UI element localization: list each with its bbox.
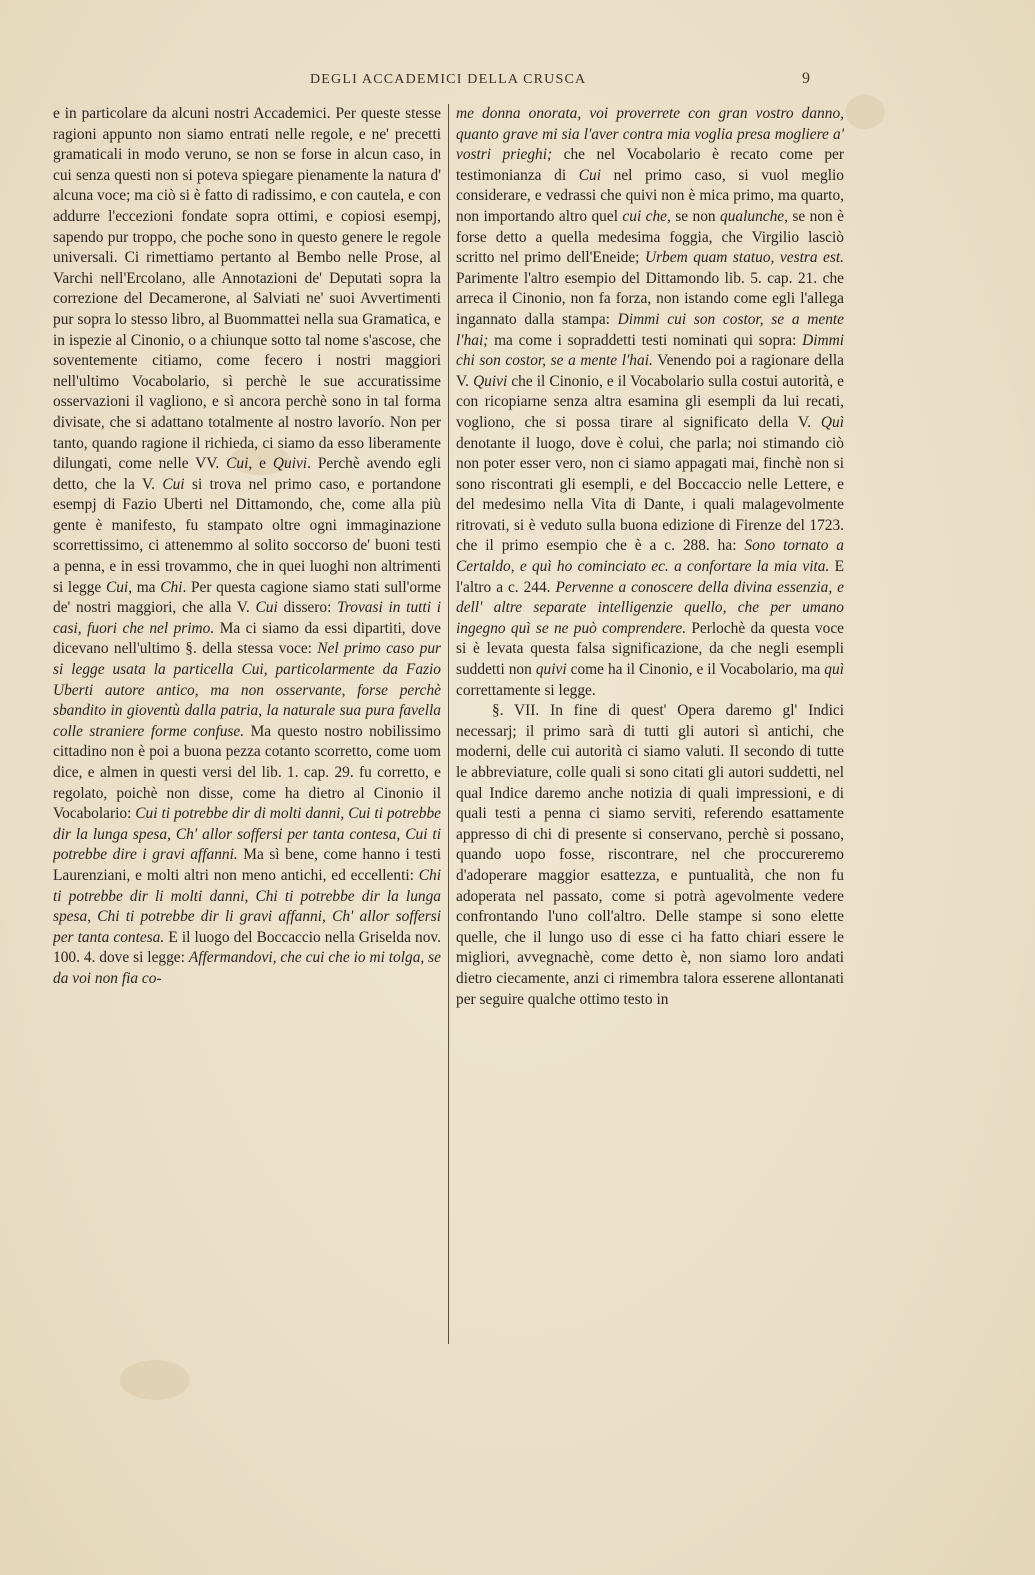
text-run: si trova nel primo caso, e portandone esempj di Fazio Uberti nel Dittamondo, che, come alla più gente è manifesto, fu stampato oltre ogni immaginazione scorrettissimo, ci attenemmo al solito soccorso de' buoni testi a penna, e in essi trovammo, che in quei luoghi non altrimenti si legge (53, 475, 441, 596)
quotation: Affermandovi, che cui che io mi tolga, se da voi non fia co- (53, 949, 441, 987)
text-run: E il luogo del Boccaccio nella Griselda nov. 100. 4. dove si legge: (53, 928, 441, 967)
left-column (53, 104, 441, 1349)
text-run: che nel Vocabolario è recato come per testimonianza di (456, 146, 844, 184)
text-run: Perlochè da questa voce si è levata questa falsa significazione, da che negli esempli suddetti non (456, 619, 844, 679)
text-run: dissero: (283, 599, 332, 617)
italic-term: Cui (226, 455, 249, 473)
quotation: Sono tornato a Certaldo, e quì ho cominciato ec. a confortare la mia vita. (456, 537, 844, 576)
text-run: nel primo caso, si vuol meglio considerare, e vedrassi che quivi non è mica primo, ma quarto, non importando altro quel (456, 166, 844, 225)
text-run: e in particolare da alcuni nostri Accademici. Per queste stesse ragioni appunto non siamo entrati nelle regole, e ne' precetti gramaticali in modo veruno, se non se forse in alcun caso, in cui senza questi non si poteva spiegare pienamente la natura d' alcuna voce; ma ciò si è fatto di radissimo, e con cautela, e con addurre l'eccezioni fondate sopra ottimi, e copiosi esempj, sapendo pur troppo, che poche sono in questo genere le regole universali. Ci rimettiamo pertanto al Bembo nelle Prose, al Varchi nell'Ercolano, alle Annotazioni de' Deputati sopra la correzione del Decamerone, al Salviati ne' suoi Avvertimenti pur sopra lo stesso libro, al Buommattei nella sua Gramatica, e in ispezie al Cinonio, o a chiunque sotto tal nome s'ascose, che soventemente citiamo, come fecero i nostri maggiori nell'ultimo Vocabolario, sì perchè le sue accuratissime osservazioni il vagliono, e sì ancora perchè sono in tal forma divisate, che si adattano totalmente al nostro lavorío. Non per tanto, quando ragione il richieda, ci siamo da esso liberamente dilungati, come nelle VV. (53, 105, 441, 473)
column-rule (448, 104, 449, 1344)
italic-term: Cui (578, 166, 601, 184)
italic-term: Cui (255, 599, 278, 617)
text-run: ma come i sopraddetti testi nominati qui sopra: (494, 331, 797, 349)
italic-term: Chi (160, 578, 183, 596)
left-paragraph (53, 104, 441, 990)
text-run: . Perchè avendo egli detto, che la V. (53, 455, 441, 493)
paper-stain (845, 95, 885, 129)
text-run: . Per questa cagione siamo stati sull'orme de' nostri maggiori, che alla V. (53, 578, 441, 617)
text-run: correttamente si legge. (456, 681, 596, 699)
section-vii-paragraph: §. VII. In fine di quest' Opera daremo gl' Indici necessarj; il primo sarà di tutti gli autori sì antichi, che moderni, delle cui autorità ci siamo valuti. Il secondo di tutte le abbreviature, colle quali si sono citati gli autori suddetti, nel qual Indice daremo anche notizia di quali impressioni, e di quali testi a penna ci siamo serviti, referendo esattamente appresso di chi di presente si conservano, perchè si possano, quando uopo fosse, riscontrare, nel che proccureremo d'adoperare maggior esattezza, e puntualità, che non fu adoperata nel passato, come si potrà agevolmente vedere confrontando l'uno coll'altro. Delle stampe si sono elette quelle, che il lungo uso di esse ci ha fatto chiari essere le migliori, avvegnachè, come detto è, non siamo loro andati dietro ciecamente, anzi ci rimembra talora esserene allontanati per seguire qualche ottimo testo in (456, 702, 844, 1008)
italic-term: quì (824, 661, 844, 679)
text-run: Ma ci siamo da essi dipartiti, dove dicevano nell'ultimo §. della stessa voce: (53, 619, 441, 658)
text-run: Parimente l'altro esempio del Dittamondo lib. 5. cap. 21. che arreca il Cinonio, non fa forza, non istando come egli l'allega ingannato dalla stampa: (456, 269, 844, 328)
paper-stain (120, 1360, 190, 1400)
text-run: , e (248, 455, 266, 473)
quotation: me donna onorata, voi proverrete con gran vostro danno, quanto grave mi sia l'aver contra mia voglia presa mogliere a' vostri prieghi; (456, 105, 844, 164)
text-run: come ha il Cinonio, e il Vocabolario, ma (570, 661, 821, 679)
text-run: Venendo poi a ragionare della V. (456, 352, 844, 390)
page-header (0, 70, 1035, 94)
quotation: Nel primo caso pur si legge usata la particella Cui, particolarmente da Fazio Uberti autore antico, ma non osservante, forse perchè sbandito in gioventù dalla patria, la naturale sua pura favella colle straniere forme confuse. (53, 640, 441, 740)
quotation: Pervenne a conoscere della divina essenzia, e dell' altre separate intelligenzie quello, che per umano ingegno quì se ne può comprendere. (456, 578, 844, 637)
text-run: Ma sì bene, come hanno i testi Laurenziani, e molti altri non meno antichi, ed eccellenti: (53, 846, 441, 884)
text-run: , ma (128, 578, 156, 596)
quotation: Dimmi cui son costor, se a mente l'hai; (456, 310, 844, 349)
text-run: E l'altro a c. 244. (456, 558, 844, 596)
italic-term: Quì (820, 413, 844, 431)
italic-term: qualunche, (720, 207, 788, 225)
latin-quotation: Urbem quam statuo, vestra est. (644, 249, 844, 267)
text-run: se non (675, 207, 716, 225)
quotation: Trovasi in tutti i casi, fuori che nel primo. (53, 599, 441, 637)
italic-term: Cui (162, 475, 185, 493)
italic-term: cui che, (622, 207, 671, 225)
italic-term: Quivi (473, 372, 508, 390)
quotation: Cui ti potrebbe dir di molti danni, Cui ti potrebbe dir la lunga spesa, Ch' allor soffersi per tanta contesa, Cui ti potrebbe dire i gravi affanni. (53, 805, 441, 864)
text-run: che il Cinonio, e il Vocabolario sulla costui autorità, e con ricopiarne senza altra esamina gli esempli da lui recati, vogliono, che si possa tirare al significato della V. (456, 372, 844, 431)
running-head: DEGLI ACCADEMICI DELLA CRUSCA (310, 72, 587, 87)
quotation: Dimmi chi son costor, se a mente l'hai. (456, 331, 844, 370)
right-paragraph (456, 104, 844, 701)
italic-term: Cui (105, 578, 129, 596)
page-number: 9 (802, 70, 810, 87)
text-run: denotante il luogo, dove è colui, che parla; noi stimando ciò non poter esser vero, non ci siamo appagati mai, finchè non si sono riscontrati gli esempli, e del Boccaccio nelle Lettere, e del medesimo nella Vita di Dante, i quali malagevolmente ritrovati, si è veduto sulla buona edizione di Firenze del 1723. che il primo esempio che è a c. 288. ha: (456, 434, 844, 555)
text-run: Ma questo nostro nobilissimo cittadino non è poi a buona pezza cotanto scorretto, come uom dice, e almen in questi versi del lib. 1. cap. 29. fu corretto, e regolato, poichè non disse, come ha dietro al Cinonio il Vocabolario: (53, 722, 441, 823)
text-run: se non è forse detto a quella medesima foggia, che Virgilio lasciò scritto nel primo dell'Eneide; (456, 207, 844, 267)
italic-term: Quivi (272, 455, 308, 473)
italic-term: quivi (535, 661, 567, 679)
right-column (456, 104, 844, 1349)
quotation: Chi ti potrebbe dir li molti danni, Chi ti potrebbe dir la lunga spesa, Chi ti potrebbe dir li gravi affanni, Ch' allor soffersi per tanta contesa. (53, 866, 441, 946)
